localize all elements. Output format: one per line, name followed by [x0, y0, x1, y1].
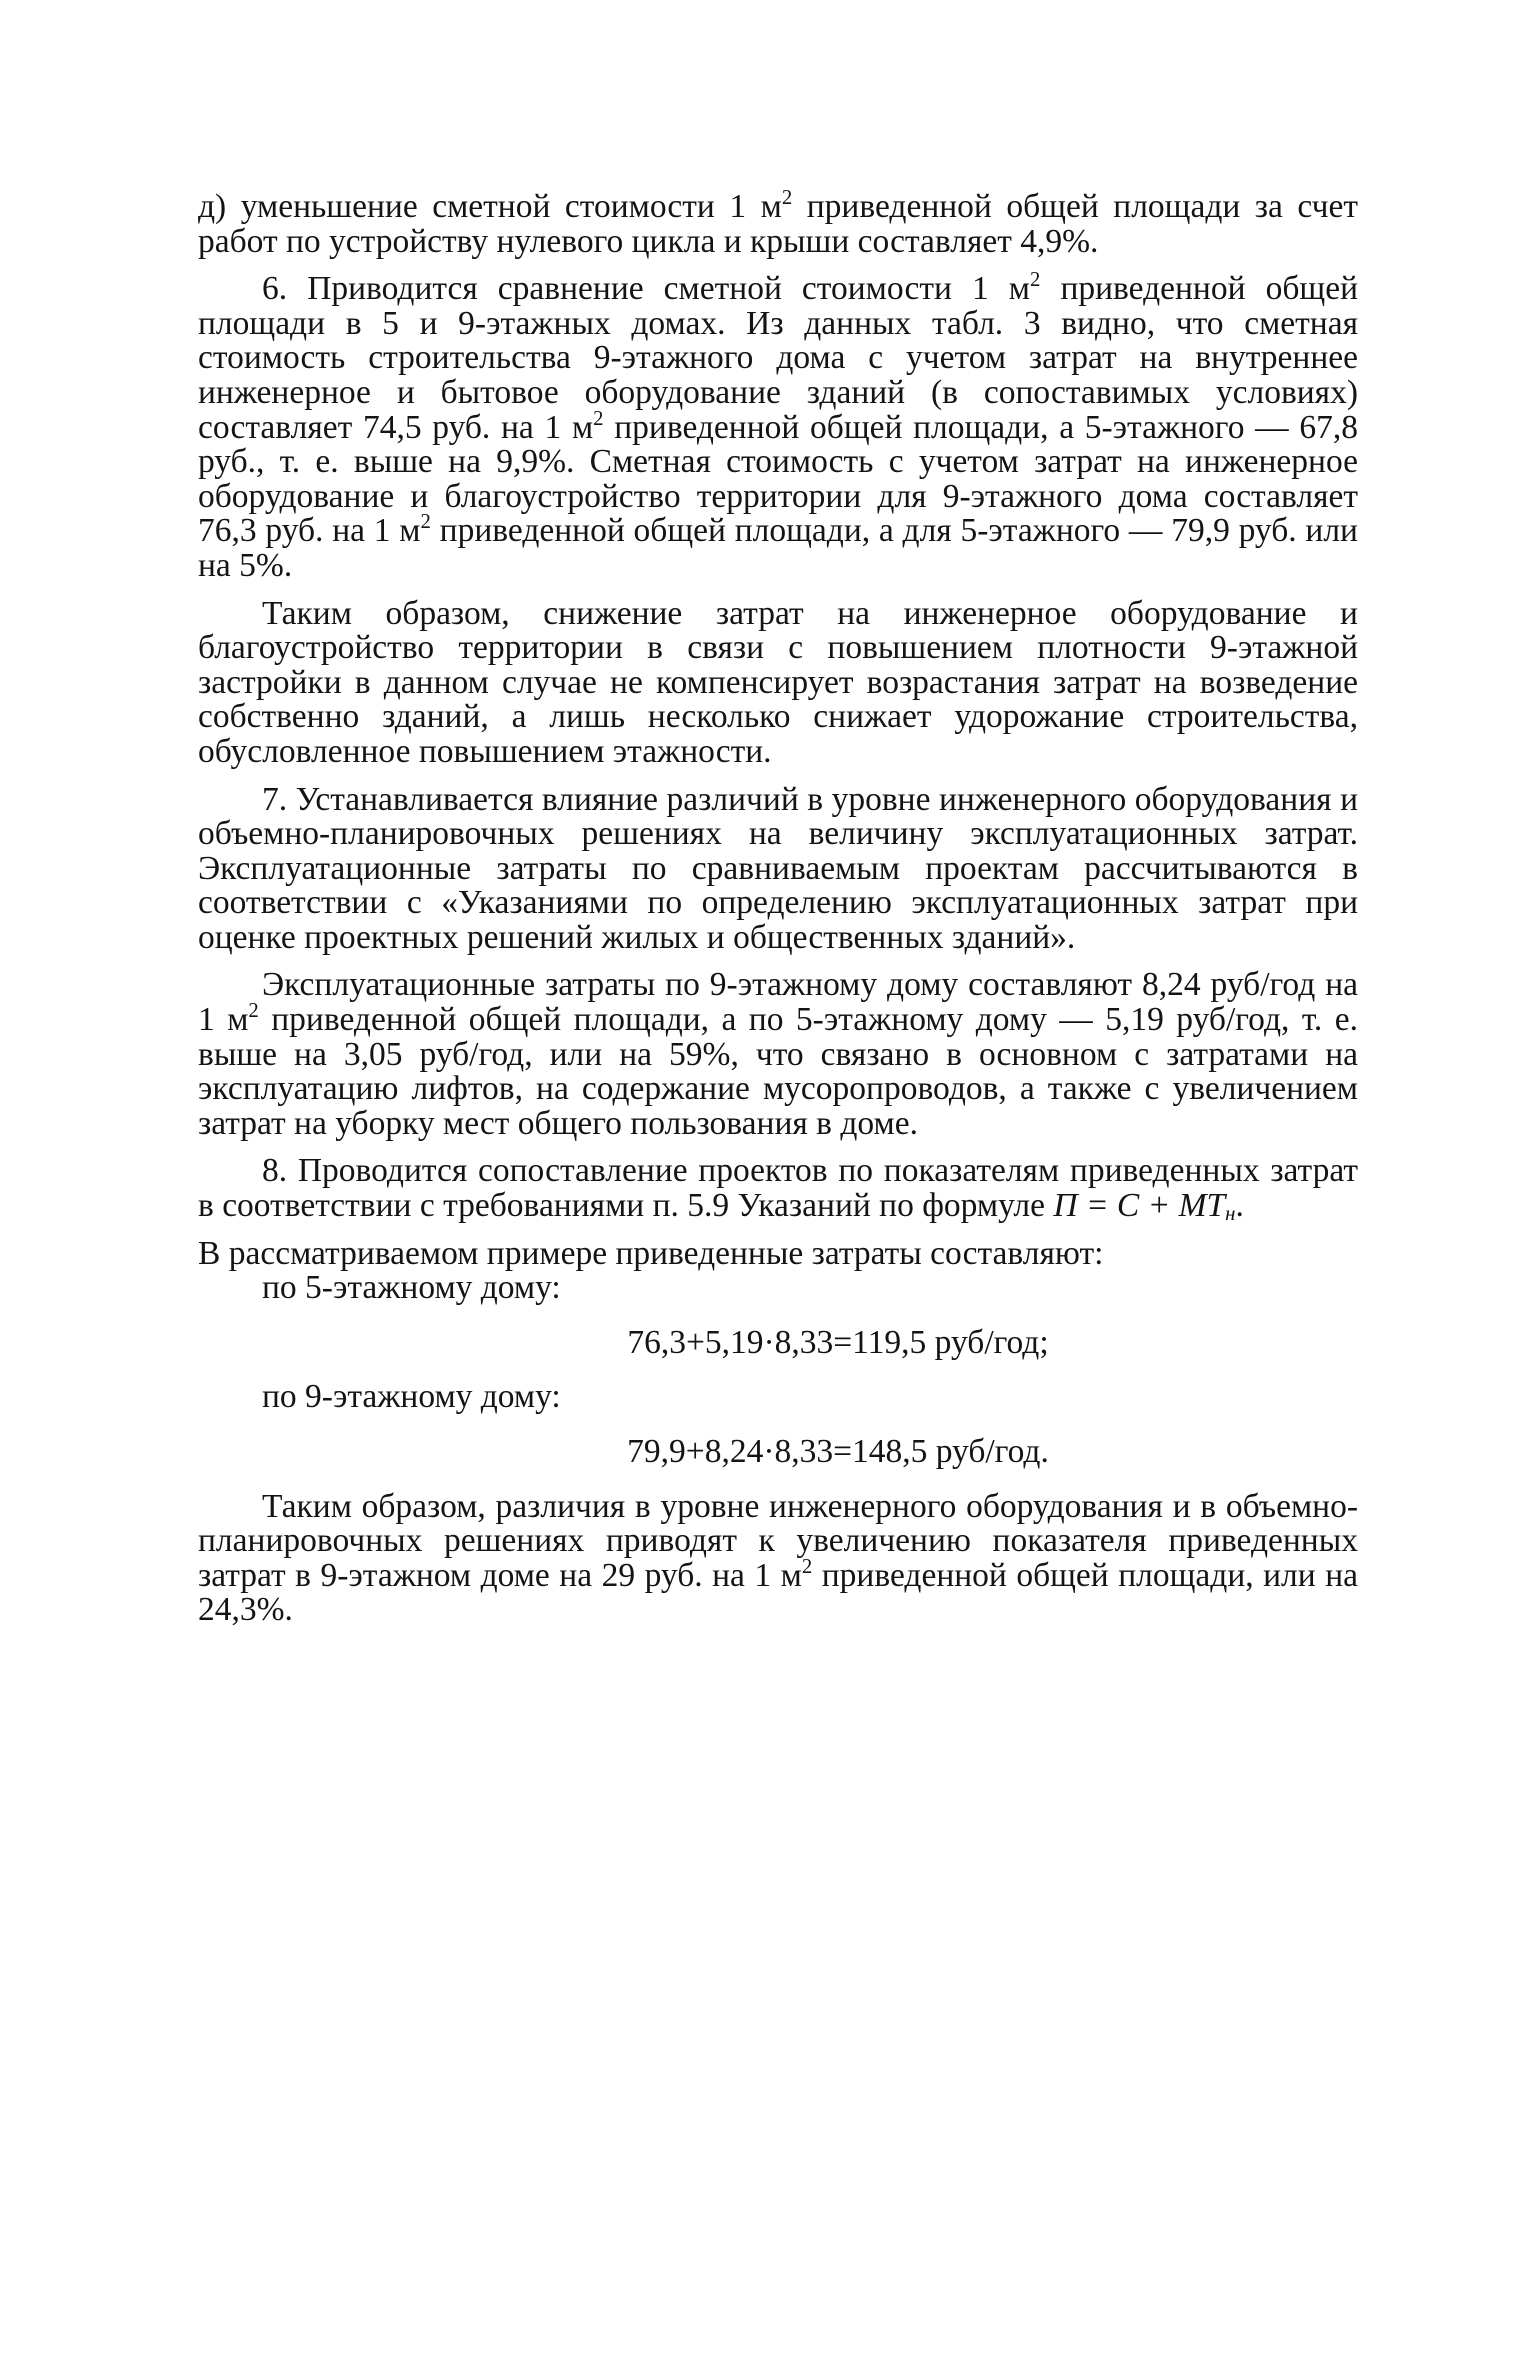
document-page: [198, 186, 1359, 1641]
superscript: 2: [1029, 268, 1041, 292]
label-9-floor: по 9-этажному дому:: [262, 1378, 561, 1416]
text: Эксплуатационные затраты по 9-этажному дому составляют 8,24 руб/год на 1 м: [198, 966, 1358, 1039]
paragraph-summary-2: [198, 1487, 1358, 1629]
text: Таким образом, различия в уровне инженерного оборудования и в объемно-планировочных решениях приводят к увеличению показателя приведенных затрат в 9-этажном доме на 29 руб. на 1 м: [198, 1487, 1358, 1594]
superscript: 2: [801, 1554, 813, 1578]
text: д) уменьшение сметной стоимости 1 м: [198, 188, 782, 225]
text: приведенной общей площади в 5 и 9-этажных домах. Из данных табл. 3 видно, что сметная стоимость строительства 9-этажного дома с учетом затрат на внутреннее инженерное и бытовое оборудование зданий (в сопоставимых условиях) составляет 74,5 руб. на 1 м: [198, 270, 1358, 446]
formula-9-floor: 79,9+8,24·8,33=148,5 руб/год.: [627, 1433, 1049, 1470]
formula-inline: П = С + МТ: [1053, 1187, 1226, 1225]
paragraph-example: В рассматриваемом примере приведенные затраты составляют:: [198, 1234, 1104, 1272]
text: приведенной общей площади, или на 24,3%.: [198, 1556, 1358, 1629]
paragraph-7: 7. Устанавливается влияние различий в уровне инженерного оборудования и объемно-планировочных решениях на величину эксплуатационных затрат. Эксплуатационные затраты по сравниваемым проектам рассчитываются в соответствии с «Указаниями по определению эксплуатационных затрат при оценке проектных решений жилых и общественных зданий».: [198, 780, 1358, 956]
paragraph-summary-1: Таким образом, снижение затрат на инженерное оборудование и благоустройство территории в связи с повышением плотности 9-этажной застройки в данном случае не компенсирует возрастания затрат на возведение собственно зданий, а лишь несколько снижает удорожание строительства, обусловленное повышением этажности.: [198, 594, 1358, 770]
text: 6. Приводится сравнение сметной стоимости 1 м: [262, 270, 1030, 308]
superscript: 2: [593, 406, 604, 430]
paragraph-operating-costs: [198, 968, 1358, 1141]
text: приведенной общей площади за счет работ по устройству нулевого цикла и крыши составляет 4,9%.: [198, 188, 1358, 260]
formula-5-floor: 76,3+5,19·8,33=119,5 руб/год;: [627, 1323, 1049, 1361]
label-5-floor: по 5-этажному дому:: [262, 1269, 561, 1307]
superscript: 2: [248, 999, 259, 1023]
formula-subscript: н: [1225, 1202, 1236, 1226]
superscript: 2: [781, 186, 793, 210]
text: 8. Проводится сопоставление проектов по показателям приведенных затрат в соответствии с требованиями п. 5.9 Указаний по формуле: [198, 1152, 1358, 1225]
text: .: [1235, 1187, 1244, 1225]
superscript: 2: [420, 510, 431, 534]
text: приведенной общей площади, а для 5-этажного — 79,9 руб. или на 5%.: [198, 512, 1358, 584]
paragraph-8: [198, 1152, 1358, 1226]
text: приведенной общей площади, а по 5-этажному дому — 5,19 руб/год, т. е. выше на 3,05 руб/год, или на 59%, что связано в основном с затратами на эксплуатацию лифтов, на содержание мусоропроводов, а также с увеличением затрат на уборку мест общего пользования в доме.: [198, 1001, 1359, 1142]
text: приведенной общей площади, а 5-этажного — 67,8 руб., т. е. выше на 9,9%. Сметная стоимость с учетом затрат на инженерное оборудование и благоустройство территории для 9-этажного дома составляет 76,3 руб. на 1 м: [198, 408, 1358, 550]
paragraph-item-d: [198, 186, 1358, 260]
paragraph-6: [198, 268, 1358, 584]
